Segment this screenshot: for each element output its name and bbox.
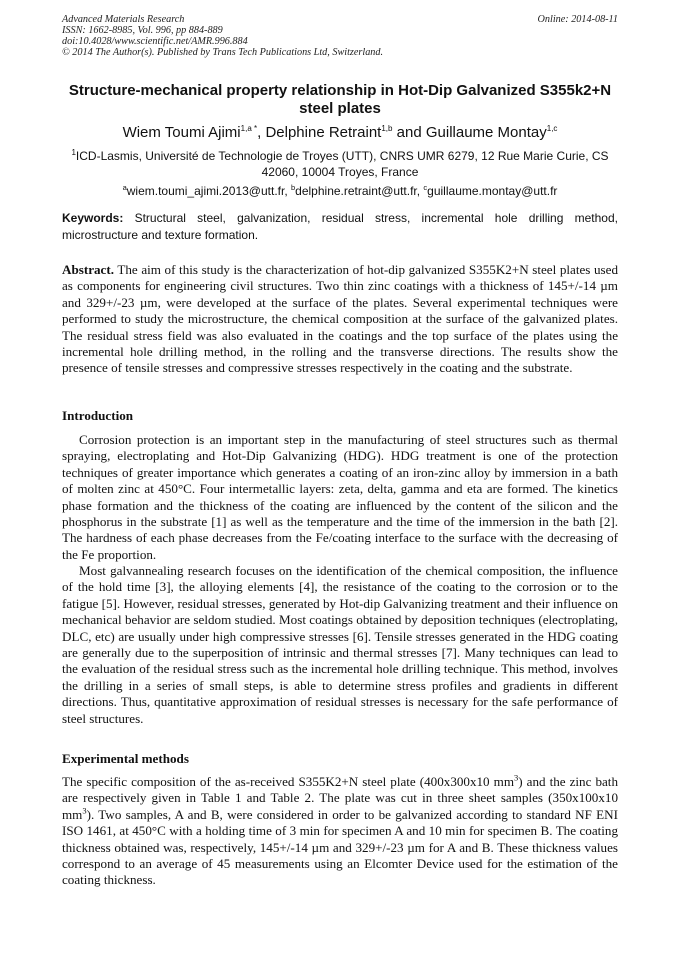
affiliation-text: ICD-Lasmis, Université de Technologie de Troyes (UTT), CNRS UMR 6279, 12 Rue Marie Curie, CS 42060, 10004 Troyes, France <box>75 149 609 179</box>
introduction-paragraph-1: Corrosion protection is an important step in the manufacturing of steel structures such as thermal spraying, electroplating and Hot-Dip Galvanizing (HDG). HDG treatment is one of the protection techniques of greater importance which generates a coating of an iron-zinc alloy by immersion in a bath of molten zinc at 450°C. Four intermetallic layers: zeta, delta, gamma and eta are formed. The kinetics phase formation and the thickness of the coating are influenced by the content of the silicon and the phosphorus in the substrate [1] as well as the temperature and the time of the immersion in the bath [2]. The hardness of each phase decreases from the Fe/coating interface to the surface with the decreasing of the Fe proportion. <box>62 432 618 562</box>
experimental-text: ). Two samples, A and B, were considered in order to be galvanized according to standard NF ENI ISO 1461, at 450°C with a holding time of 3 min for specimen A and 10 min for specimen B. The coating thickness obtained was, respectively, 145+/-14 µm and 329+/-23 µm for A and B. These thickness values correspond to an average of 45 measurements using an Elcomter Device used for the estimation of the coating thickness. <box>62 806 618 888</box>
journal-header <box>62 14 618 58</box>
online-date: Online: 2014-08-11 <box>537 14 618 25</box>
keywords <box>62 210 618 244</box>
email-address[interactable]: delphine.retraint@utt.fr, <box>295 184 424 198</box>
paper-title: Structure-mechanical property relationship in Hot-Dip Galvanized S355k2+N steel plates <box>68 82 612 117</box>
email-mark: b <box>291 183 296 192</box>
experimental-text: The specific composition of the as-received S355K2+N steel plate (400x300x10 mm <box>62 774 515 789</box>
author-affiliation-mark: 1,b <box>381 124 393 133</box>
email-address[interactable]: wiem.toumi_ajimi.2013@utt.fr, <box>126 184 291 198</box>
email-mark: a <box>122 183 127 192</box>
unit-superscript: 3 <box>514 772 519 783</box>
introduction-heading: Introduction <box>62 408 134 423</box>
email-mark: c <box>423 183 428 192</box>
copyright-line: © 2014 The Author(s). Published by Trans Tech Publications Ltd, Switzerland. <box>62 47 384 58</box>
email-address[interactable]: guillaume.montay@utt.fr <box>427 184 558 198</box>
unit-superscript: 3 <box>82 805 87 816</box>
abstract-label: Abstract. <box>62 262 114 277</box>
issn-line: ISSN: 1662-8985, Vol. 996, pp 884-889 <box>62 25 223 36</box>
author-list <box>62 124 618 142</box>
abstract-text: The aim of this study is the characterization of hot-dip galvanized S355K2+N steel plates used as components for engineering civil structures. Two thin zinc coatings with a thickness of 145+/-14 µm and 329+/-23 µm, were developed at the surface of the plates. Several experimental techniques were performed to study the microstructure, the chemical composition at the surface of the galvanized plates. The residual stress field was also evaluated in the coatings and the top surface of the plates using the incremental hole drilling method, in the rolling and the transverse directions. The results show the presence of tensile stresses and compressive stresses respectively in the coating and the substrate. <box>62 262 618 376</box>
abstract <box>62 262 618 377</box>
affiliation <box>62 148 618 180</box>
author-name: Wiem Toumi Ajimi <box>122 124 241 141</box>
author-affiliation-mark: 1,a * <box>240 124 258 133</box>
author-name: Guillaume Montay <box>425 124 547 141</box>
author-affiliation-mark: 1,c <box>546 124 558 133</box>
email-list <box>62 183 618 199</box>
author-separator: , <box>257 124 266 141</box>
keywords-label: Keywords: <box>62 211 124 225</box>
journal-name: Advanced Materials Research <box>62 14 185 25</box>
experimental-paragraph <box>62 774 618 889</box>
affiliation-mark: 1 <box>71 148 76 157</box>
introduction-paragraph-2: Most galvannealing research focuses on the identification of the chemical composition, the influence of the hold time [3], the alloying elements [4], the resistance of the coating to the corrosion or to the fatigue [5]. However, residual stresses, generated by Hot-dip Galvanizing treatment and their influence on mechanical behavior are seldom studied. Most coatings obtained by deposition techniques (electroplating, DLC, etc) are usually under high compressive stresses [6]. Tensile stresses generated in the HDG coating are generally due to the superposition of intrinsic and thermal stresses [7]. Many techniques can lead to the evaluation of the residual stress such as the incremental hole drilling technique. This method, involves the drilling in a series of small steps, is able to determine stress profiles and gradients in different directions. Thus, quantitative approximation of residual stresses is necessary for the safe performance of steel structures. <box>62 563 618 726</box>
doi-line: doi:10.4028/www.scientific.net/AMR.996.884 <box>62 36 248 47</box>
experimental-text: ) and the zinc bath are respectively given in Table 1 and Table 2. The plate was cut in three sheet samples (350x100x10 mm <box>62 774 618 822</box>
experimental-heading: Experimental methods <box>62 751 189 766</box>
keywords-text: Structural steel, galvanization, residual stress, incremental hole drilling method, microstructure and texture formation. <box>62 211 618 242</box>
author-name: Delphine Retraint <box>265 124 382 141</box>
author-separator: and <box>392 124 426 141</box>
